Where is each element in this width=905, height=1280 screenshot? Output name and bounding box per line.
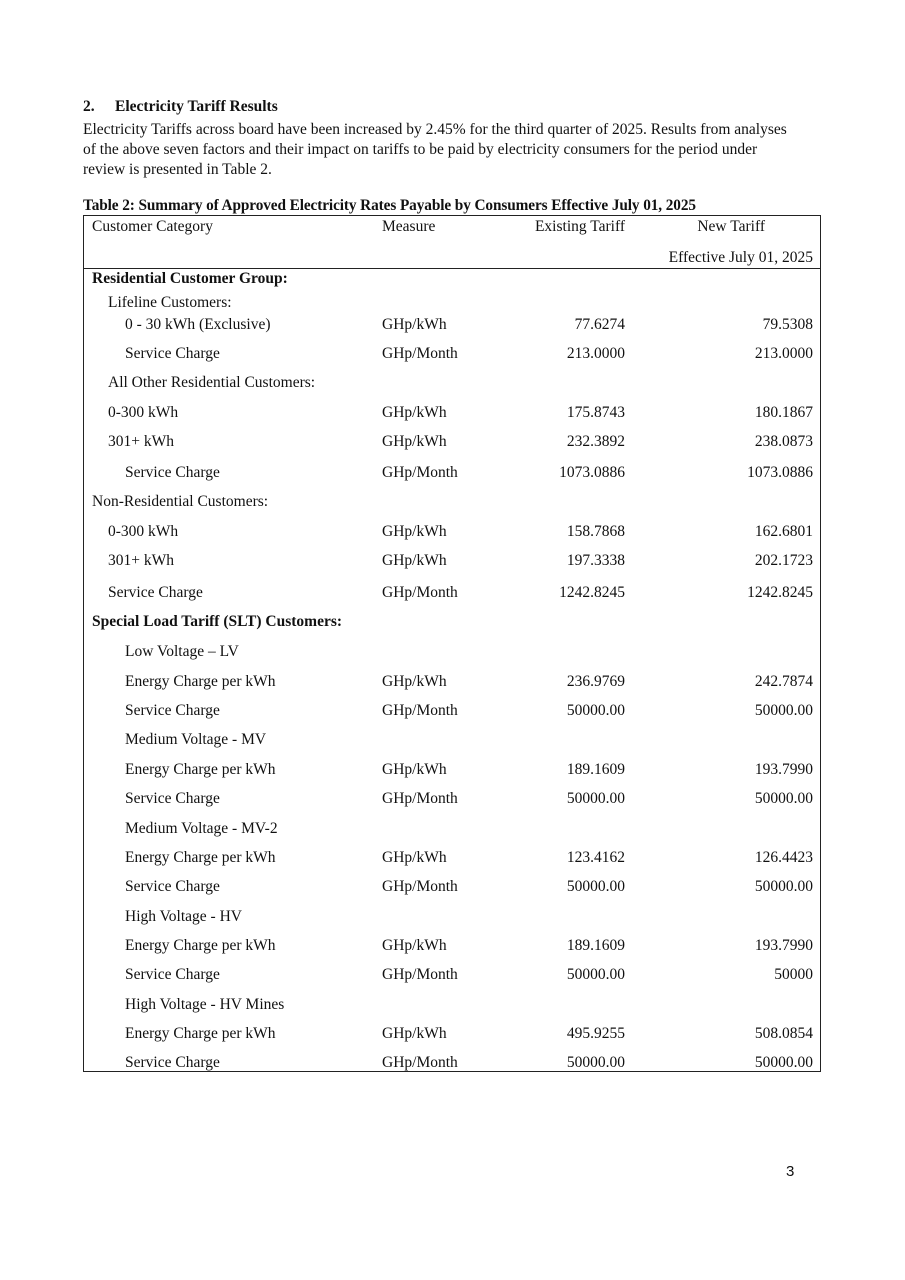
cell-measure: GHp/Month <box>382 966 458 983</box>
cell-existing-tariff: 123.4162 <box>566 849 625 866</box>
cell-category: Energy Charge per kWh <box>125 673 276 690</box>
table-row <box>84 523 820 545</box>
header-category: Customer Category <box>92 218 213 235</box>
cell-category: Service Charge <box>108 584 203 601</box>
table-row <box>84 966 820 988</box>
cell-measure: GHp/kWh <box>382 1025 447 1042</box>
cell-new-tariff: 79.5308 <box>762 316 813 333</box>
cell-category: 301+ kWh <box>108 433 174 450</box>
cell-category: Non-Residential Customers: <box>92 493 269 510</box>
cell-measure: GHp/kWh <box>382 761 447 778</box>
cell-measure: GHp/Month <box>382 878 458 895</box>
cell-new-tariff: 50000.00 <box>754 702 813 719</box>
table-row <box>84 294 820 316</box>
section-title: Electricity Tariff Results <box>115 98 278 115</box>
cell-new-tariff: 238.0873 <box>754 433 813 450</box>
cell-category: Service Charge <box>125 345 220 362</box>
cell-measure: GHp/Month <box>382 702 458 719</box>
cell-measure: GHp/kWh <box>382 433 447 450</box>
cell-existing-tariff: 232.3892 <box>566 433 625 450</box>
cell-measure: GHp/kWh <box>382 552 447 569</box>
cell-measure: GHp/kWh <box>382 849 447 866</box>
cell-existing-tariff: 50000.00 <box>566 966 625 983</box>
cell-category: All Other Residential Customers: <box>108 374 316 391</box>
table-row <box>84 433 820 455</box>
table-row <box>84 552 820 574</box>
cell-existing-tariff: 1242.8245 <box>559 584 625 601</box>
tariff-table <box>83 215 821 1072</box>
cell-new-tariff: 202.1723 <box>754 552 813 569</box>
table-row <box>84 731 820 753</box>
cell-category: Service Charge <box>125 702 220 719</box>
cell-existing-tariff: 50000.00 <box>566 878 625 895</box>
cell-measure: GHp/Month <box>382 345 458 362</box>
cell-existing-tariff: 50000.00 <box>566 702 625 719</box>
cell-category: Residential Customer Group: <box>92 270 288 287</box>
table-row <box>84 790 820 812</box>
table-row <box>84 345 820 367</box>
table-row <box>84 702 820 724</box>
table-row <box>84 643 820 665</box>
cell-new-tariff: 180.1867 <box>754 404 813 421</box>
cell-category: 0-300 kWh <box>108 523 179 540</box>
cell-category: Service Charge <box>125 790 220 807</box>
table-row <box>84 374 820 396</box>
header-existing-tariff: Existing Tariff <box>534 218 625 235</box>
table-row <box>84 908 820 930</box>
cell-category: Energy Charge per kWh <box>125 849 276 866</box>
table-row <box>84 937 820 959</box>
cell-category: 301+ kWh <box>108 552 174 569</box>
cell-measure: GHp/kWh <box>382 316 447 333</box>
table-row <box>84 584 820 606</box>
table-row <box>84 878 820 900</box>
cell-category: Service Charge <box>125 1054 220 1071</box>
table-row <box>84 316 820 338</box>
header-new-tariff-effective: Effective July 01, 2025 <box>668 249 813 266</box>
cell-category: 0 - 30 kWh (Exclusive) <box>125 316 271 333</box>
cell-new-tariff: 50000.00 <box>754 878 813 895</box>
cell-existing-tariff: 50000.00 <box>566 1054 625 1071</box>
cell-existing-tariff: 213.0000 <box>566 345 625 362</box>
cell-category: 0-300 kWh <box>108 404 179 421</box>
table-row <box>84 1025 820 1047</box>
cell-existing-tariff: 236.9769 <box>566 673 625 690</box>
cell-new-tariff: 50000 <box>774 966 813 983</box>
cell-new-tariff: 50000.00 <box>754 1054 813 1071</box>
cell-measure: GHp/kWh <box>382 937 447 954</box>
cell-category: Medium Voltage - MV-2 <box>125 820 278 837</box>
cell-category: Low Voltage – LV <box>125 643 239 660</box>
cell-new-tariff: 193.7990 <box>754 761 813 778</box>
cell-measure: GHp/Month <box>382 1054 458 1071</box>
table-row <box>84 1054 820 1076</box>
cell-new-tariff: 1242.8245 <box>747 584 813 601</box>
cell-new-tariff: 1073.0886 <box>747 464 813 481</box>
cell-new-tariff: 126.4423 <box>754 849 813 866</box>
cell-category: Energy Charge per kWh <box>125 1025 276 1042</box>
table-row <box>84 673 820 695</box>
cell-category: High Voltage - HV Mines <box>125 996 285 1013</box>
table-row <box>84 464 820 486</box>
table-row <box>84 820 820 842</box>
cell-existing-tariff: 189.1609 <box>566 761 625 778</box>
table-row <box>84 996 820 1018</box>
cell-existing-tariff: 197.3338 <box>566 552 625 569</box>
cell-measure: GHp/Month <box>382 464 458 481</box>
table-caption: Table 2: Summary of Approved Electricity Rates Payable by Consumers Effective July 01, 2025 <box>83 197 696 214</box>
cell-category: Service Charge <box>125 878 220 895</box>
cell-new-tariff: 242.7874 <box>754 673 813 690</box>
cell-existing-tariff: 50000.00 <box>566 790 625 807</box>
cell-existing-tariff: 77.6274 <box>574 316 625 333</box>
header-new-tariff: New Tariff <box>697 218 765 235</box>
cell-existing-tariff: 1073.0886 <box>559 464 625 481</box>
cell-category: Medium Voltage - MV <box>125 731 267 748</box>
table-row <box>84 761 820 783</box>
cell-category: High Voltage - HV <box>125 908 242 925</box>
cell-measure: GHp/kWh <box>382 673 447 690</box>
cell-category: Service Charge <box>125 966 220 983</box>
table-row <box>84 493 820 515</box>
header-divider <box>84 268 820 269</box>
table-row <box>84 613 820 635</box>
cell-existing-tariff: 158.7868 <box>566 523 625 540</box>
table-row <box>84 849 820 871</box>
cell-new-tariff: 213.0000 <box>754 345 813 362</box>
page-number: 3 <box>786 1163 795 1180</box>
cell-existing-tariff: 495.9255 <box>566 1025 625 1042</box>
header-measure: Measure <box>382 218 436 235</box>
cell-new-tariff: 508.0854 <box>754 1025 813 1042</box>
cell-category: Energy Charge per kWh <box>125 761 276 778</box>
section-number: 2. <box>83 98 95 115</box>
section-paragraph: Electricity Tariffs across board have been increased by 2.45% for the third quarter of 2025. Results from analyses of the above seven factors and their impact on tariffs to be paid by electricity consumers for the period under review is presented in Table 2. <box>83 121 787 178</box>
section-heading <box>83 98 278 116</box>
cell-category: Energy Charge per kWh <box>125 937 276 954</box>
cell-category: Special Load Tariff (SLT) Customers: <box>92 613 343 630</box>
cell-measure: GHp/Month <box>382 584 458 601</box>
cell-category: Service Charge <box>125 464 220 481</box>
cell-measure: GHp/kWh <box>382 523 447 540</box>
cell-existing-tariff: 175.8743 <box>566 404 625 421</box>
cell-new-tariff: 50000.00 <box>754 790 813 807</box>
cell-category: Lifeline Customers: <box>108 294 232 311</box>
cell-measure: GHp/kWh <box>382 404 447 421</box>
cell-measure: GHp/Month <box>382 790 458 807</box>
cell-new-tariff: 162.6801 <box>754 523 813 540</box>
table-header-row <box>84 218 820 240</box>
cell-existing-tariff: 189.1609 <box>566 937 625 954</box>
table-row <box>84 404 820 426</box>
table-row <box>84 270 820 292</box>
cell-new-tariff: 193.7990 <box>754 937 813 954</box>
